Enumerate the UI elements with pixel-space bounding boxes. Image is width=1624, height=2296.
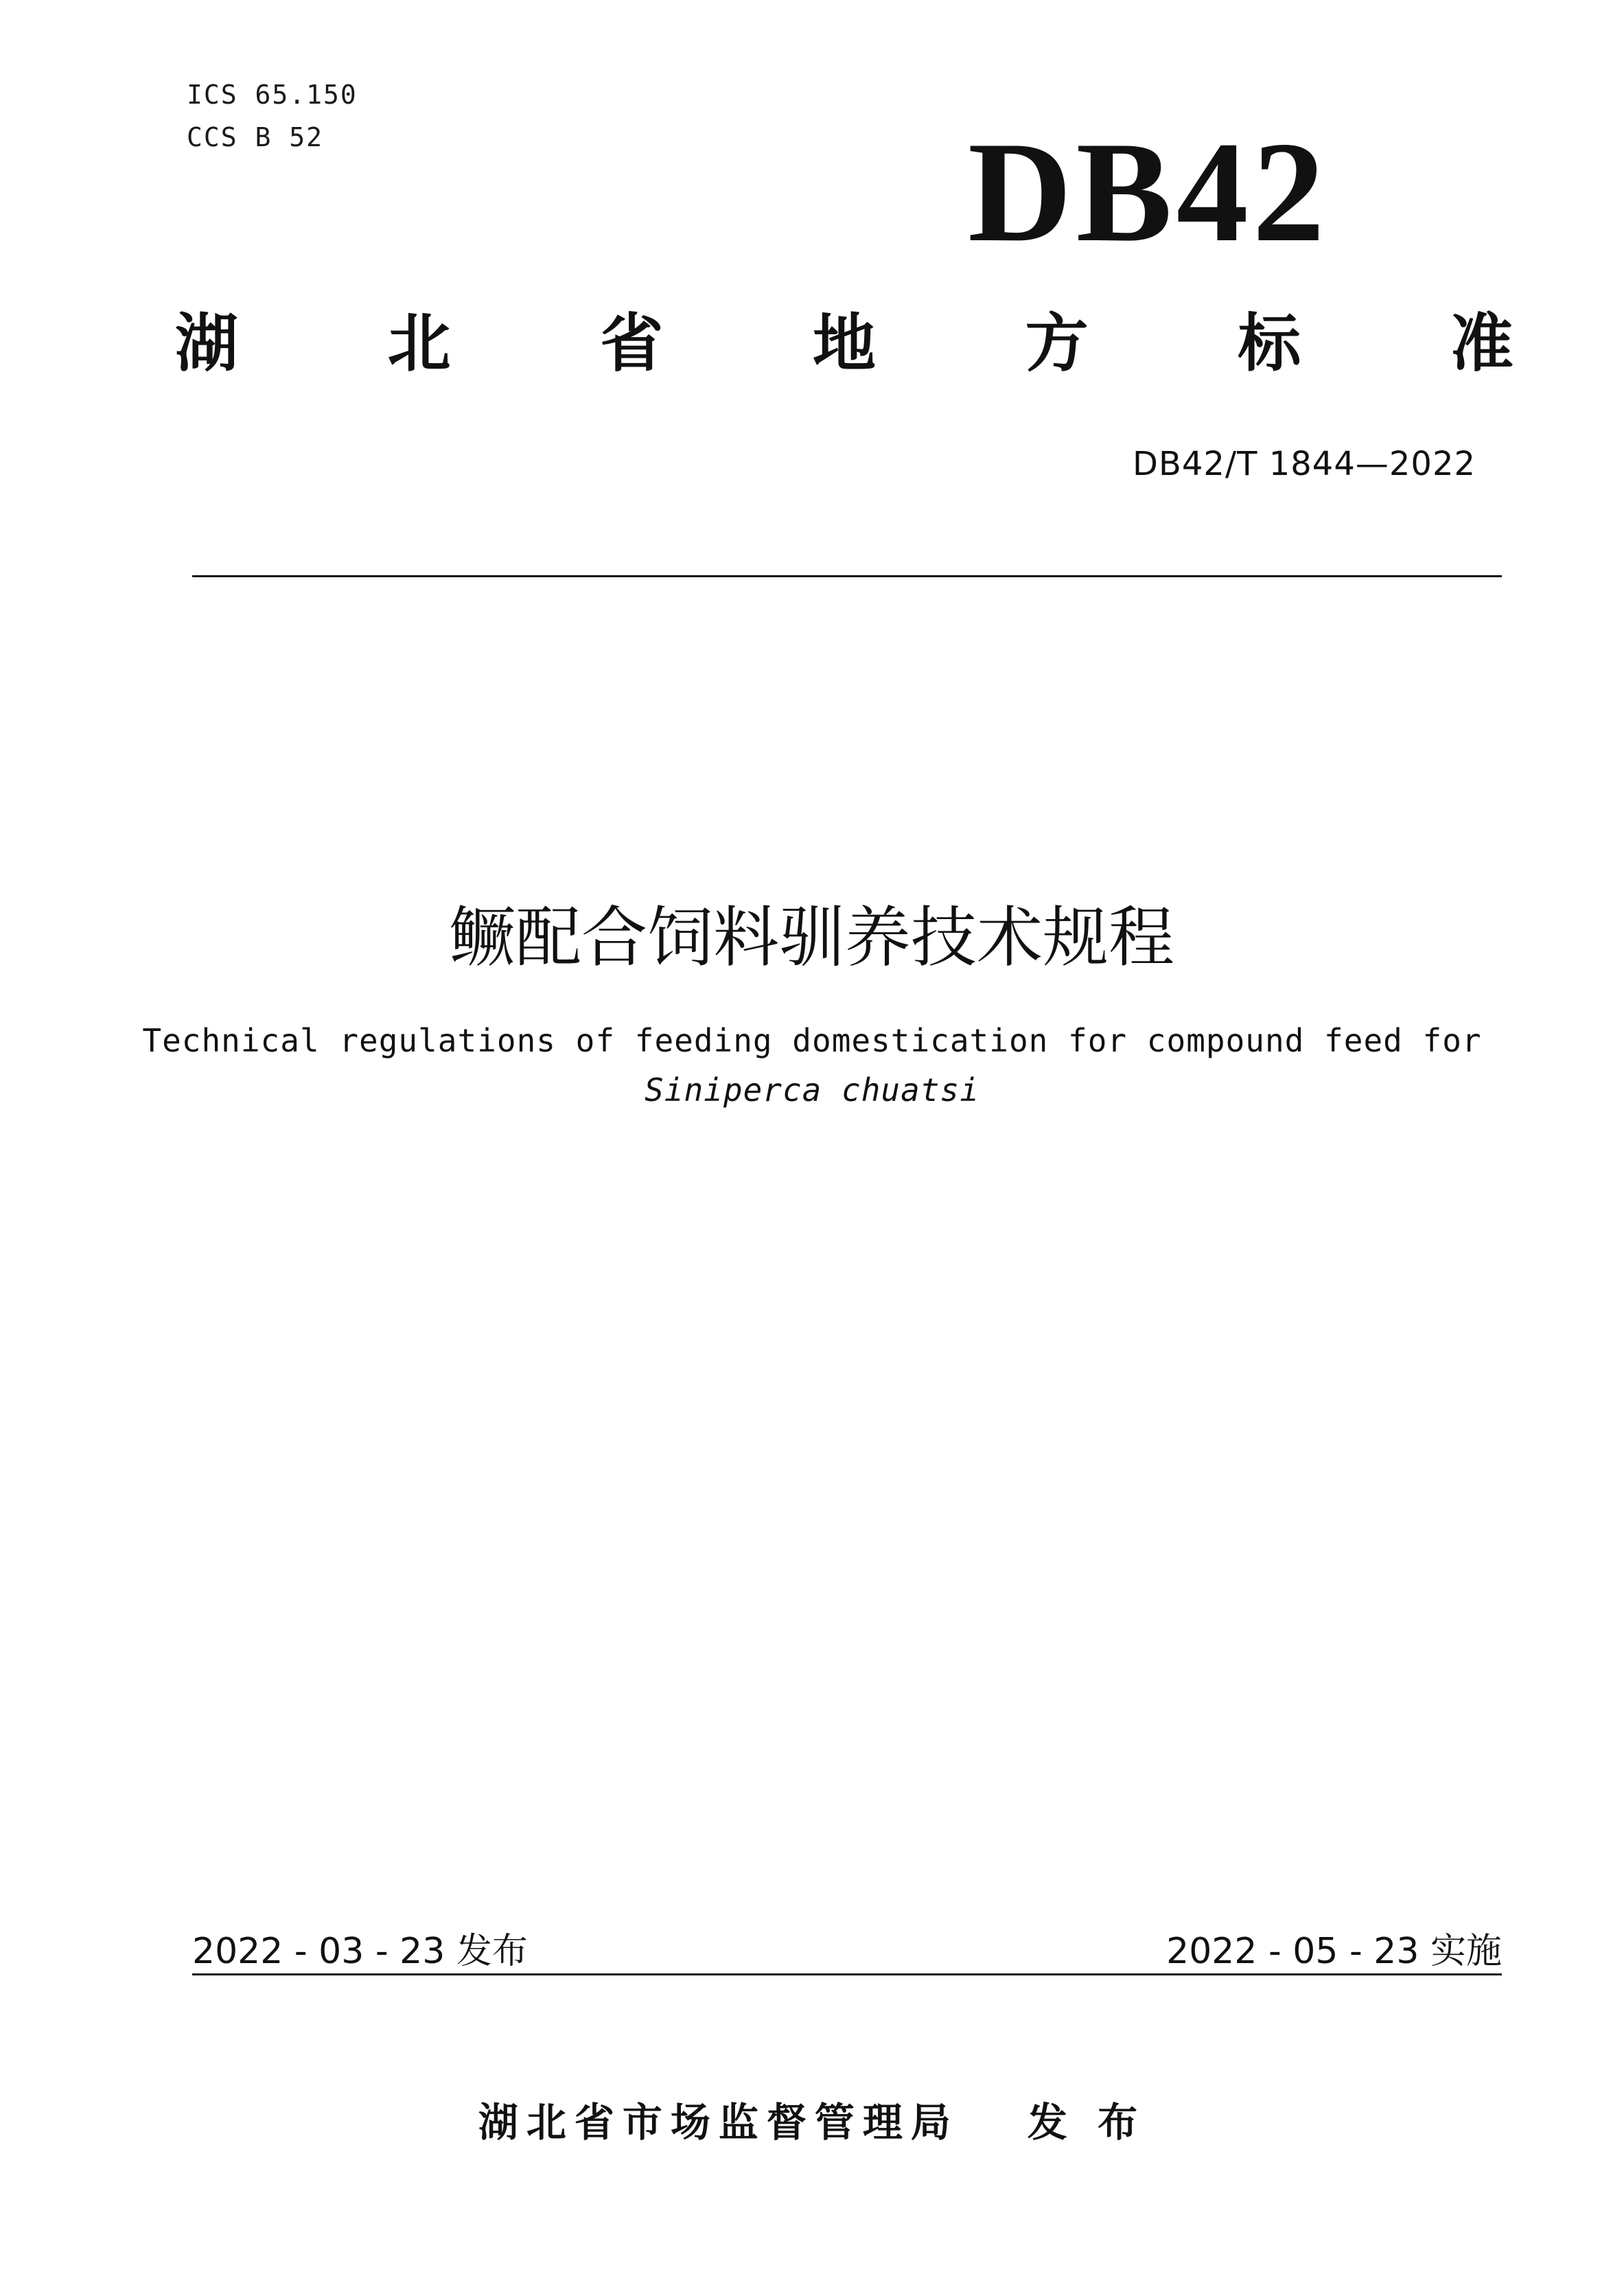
bottom-divider bbox=[192, 1973, 1502, 1975]
issue-date: 2022 - 03 - 23 发布 bbox=[192, 1931, 528, 1972]
category-char: 北 bbox=[387, 307, 451, 380]
category-title bbox=[175, 309, 1513, 378]
publisher-line bbox=[0, 2090, 1624, 2148]
category-char: 湖 bbox=[175, 307, 239, 380]
category-char: 标 bbox=[1238, 307, 1301, 380]
ccs-code: CCS B 52 bbox=[187, 122, 324, 152]
publish-action: 发 布 bbox=[1027, 2099, 1146, 2146]
category-char: 地 bbox=[812, 307, 876, 380]
ics-code: ICS 65.150 bbox=[187, 80, 358, 110]
publisher-name: 湖北省市场监督管理局 bbox=[478, 2099, 959, 2146]
implementation-date: 2022 - 05 - 23 实施 bbox=[1166, 1931, 1502, 1972]
title-chinese: 鳜配合饲料驯养技术规程 bbox=[450, 899, 1174, 976]
title-english bbox=[0, 1016, 1624, 1115]
db-mark: DB42 bbox=[968, 113, 1329, 272]
title-english-line1: Technical regulations of feeding domestication for compound feed for bbox=[142, 1022, 1482, 1059]
category-char: 方 bbox=[1025, 307, 1089, 380]
title-english-species: Siniperca chuatsi bbox=[645, 1071, 979, 1109]
standard-number: DB42/T 1844—2022 bbox=[1133, 445, 1476, 483]
category-char: 省 bbox=[600, 307, 664, 380]
top-divider bbox=[192, 575, 1502, 577]
category-char: 准 bbox=[1450, 307, 1513, 380]
